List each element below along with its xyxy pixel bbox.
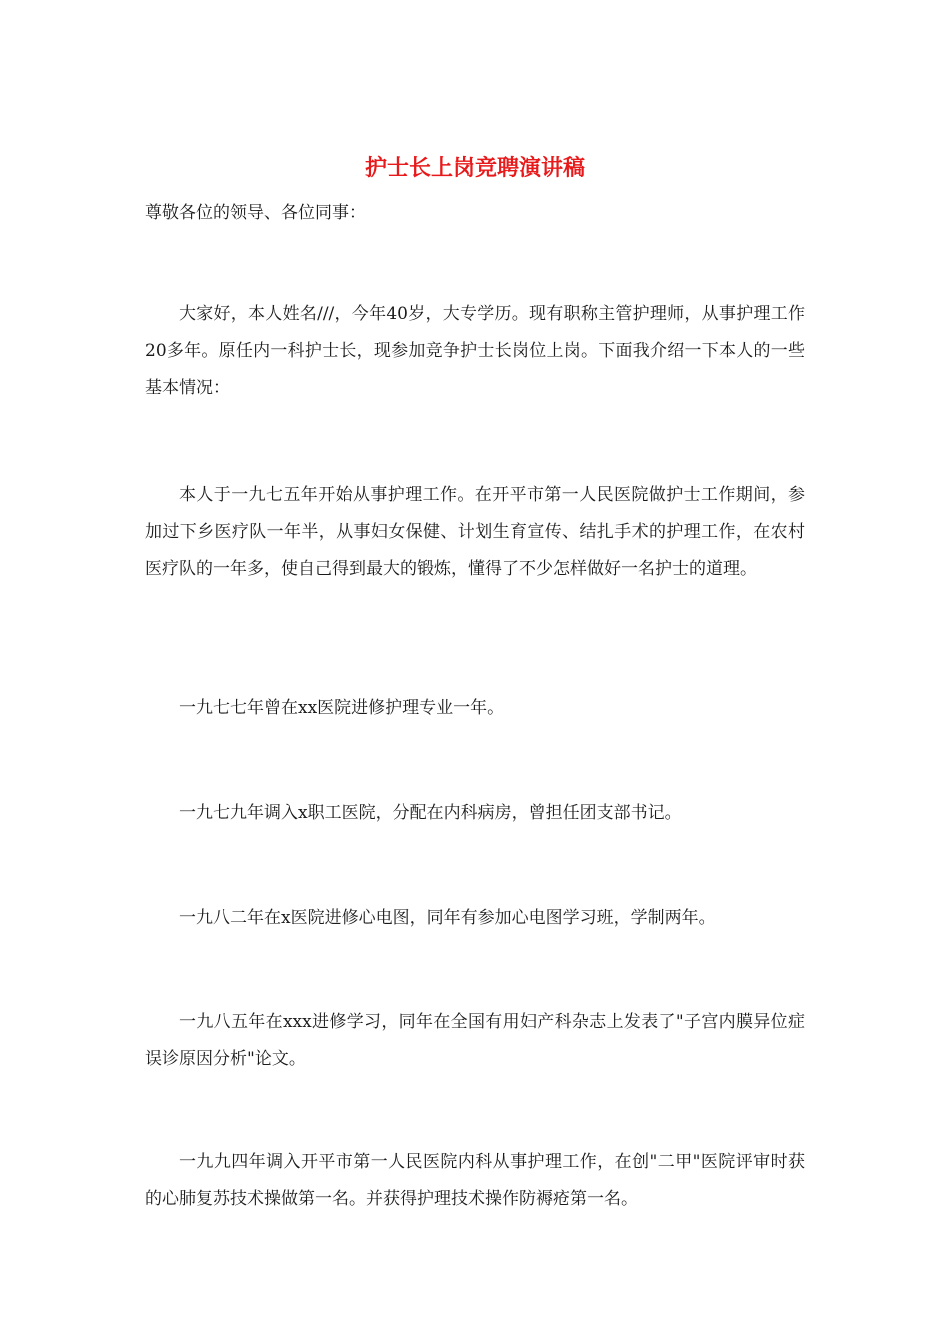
paragraph-1985: 一九八五年在xxx进修学习，同年在全国有用妇产科杂志上发表了"子宫内膜异位症误诊原因分析"论文。 — [145, 1012, 805, 1069]
document-title: 护士长上岗竞聘演讲稿 — [364, 155, 585, 181]
salutation: 尊敬各位的领导、各位同事： — [145, 203, 366, 223]
paragraph-1994: 一九九四年调入开平市第一人民医院内科从事护理工作，在创"二甲"医院评审时获的心肺复苏技术操做第一名。并获得护理技术操作防褥疮第一名。 — [145, 1152, 805, 1209]
paragraph-1977: 一九七七年曾在xx医院进修护理专业一年。 — [179, 698, 505, 718]
paragraph-1982: 一九八二年在x医院进修心电图，同年有参加心电图学习班，学制两年。 — [179, 908, 716, 928]
paragraph-self-introduction: 大家好，本人姓名///，今年40岁，大专学历。现有职称主管护理师，从事护理工作20多年。原任内一科护士长，现参加竞争护士长岗位上岗。下面我介绍一下本人的一些基本情况： — [145, 304, 805, 398]
paragraph-1979: 一九七九年调入x职工医院，分配在内科病房，曾担任团支部书记。 — [179, 803, 682, 823]
paragraph-career-start: 本人于一九七五年开始从事护理工作。在开平市第一人民医院做护士工作期间，参加过下乡医疗队一年半，从事妇女保健、计划生育宣传、结扎手术的护理工作，在农村医疗队的一年多，使自己得到最大的锻炼，懂得了不少怎样做好一名护士的道理。 — [145, 485, 805, 579]
